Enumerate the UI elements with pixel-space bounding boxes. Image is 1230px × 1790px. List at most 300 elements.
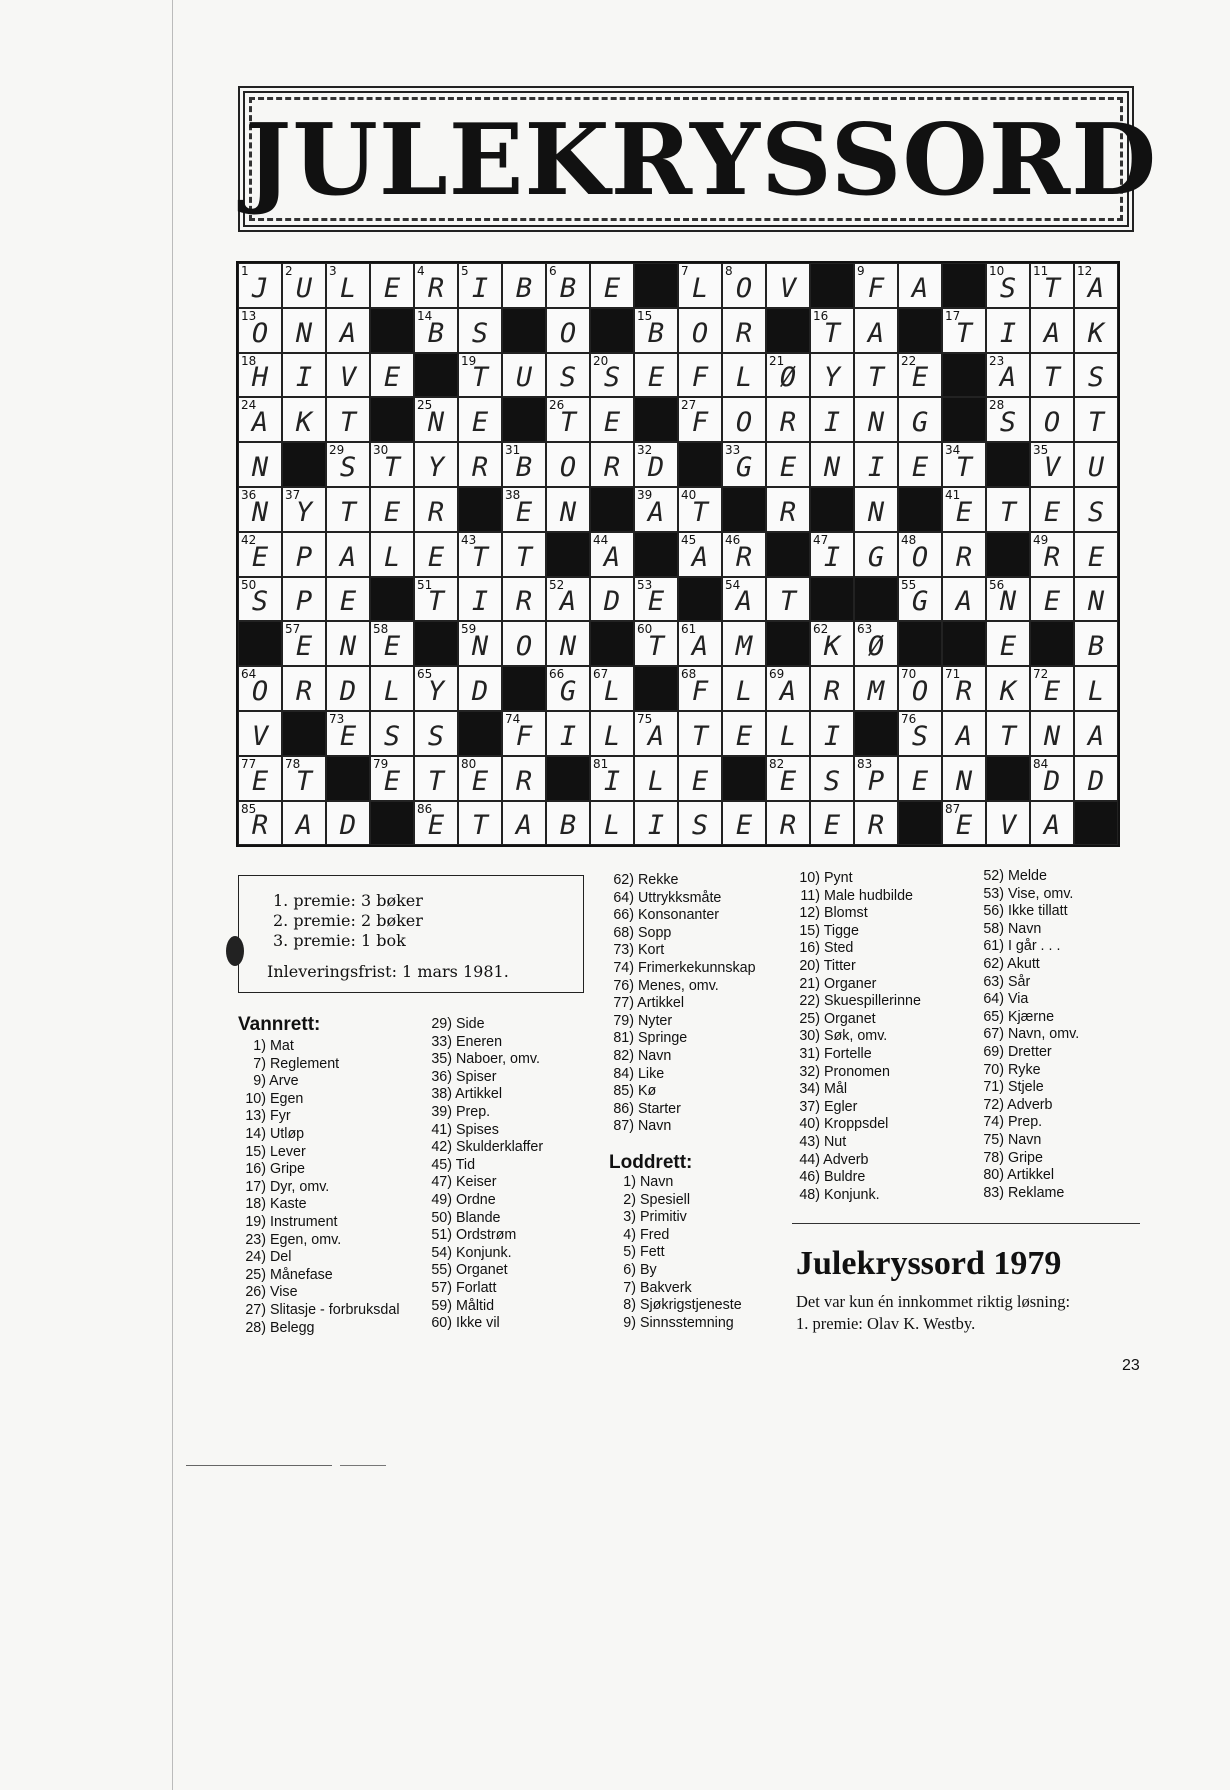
cell-letter: V <box>339 362 357 394</box>
clue-number: 47) <box>431 1174 452 1191</box>
grid-cell <box>1030 353 1074 398</box>
grid-cell <box>1074 621 1118 666</box>
clue-item <box>978 1114 1079 1132</box>
grid-cell <box>326 577 370 622</box>
grid-cell <box>810 353 854 398</box>
clue-item <box>422 1034 543 1052</box>
grid-cell <box>898 532 942 577</box>
grid-cell <box>678 801 722 846</box>
clue-text: Primitiv <box>636 1209 687 1226</box>
cell-letter: A <box>647 720 665 752</box>
cell-letter: E <box>427 810 445 842</box>
grid-cell <box>722 801 766 846</box>
grid-cell <box>370 711 414 756</box>
cell-letter: A <box>603 541 621 573</box>
grid-cell <box>546 577 590 622</box>
black-square <box>634 666 678 711</box>
grid-cell <box>238 577 282 622</box>
clue-number: 80) <box>983 1167 1004 1184</box>
clue-number: 43) <box>799 1133 820 1150</box>
clue-text: Måltid <box>452 1297 495 1314</box>
cell-letter: N <box>427 407 445 439</box>
cell-letter: A <box>955 720 973 752</box>
cell-letter: N <box>867 496 885 528</box>
cell-letter: S <box>251 586 269 618</box>
clue-item <box>978 991 1079 1009</box>
clue-item <box>620 1227 742 1245</box>
cell-letter: T <box>691 720 709 752</box>
cell-letter: O <box>735 407 753 439</box>
cell-letter: O <box>251 675 269 707</box>
grid-cell <box>986 801 1030 846</box>
black-square <box>546 532 590 577</box>
clue-number: 24) <box>245 1249 266 1266</box>
cell-letter: S <box>691 810 709 842</box>
clue-number: 10) <box>245 1090 266 1107</box>
cell-letter: L <box>691 272 709 304</box>
clue-text: Skulderklaffer <box>452 1139 544 1156</box>
grid-cell <box>590 801 634 846</box>
clue-text: Rekke <box>634 872 679 888</box>
cell-letter: E <box>383 765 401 797</box>
grid-cell <box>854 801 898 846</box>
clue-item <box>240 1038 400 1056</box>
cell-letter: O <box>1043 407 1061 439</box>
clue-text: Sopp <box>634 924 672 941</box>
result-divider <box>792 1223 1140 1224</box>
cell-letter: I <box>823 720 841 752</box>
clue-number: 45) <box>431 1156 452 1173</box>
grid-cell <box>326 487 370 532</box>
cell-letter: A <box>999 362 1017 394</box>
clue-number: 23) <box>245 1231 266 1248</box>
clue-item <box>422 1245 543 1263</box>
clue-number: 82) <box>613 1047 634 1064</box>
grid-cell <box>502 353 546 398</box>
cell-letter: I <box>647 810 665 842</box>
clue-item <box>422 1157 543 1175</box>
grid-cell <box>1074 577 1118 622</box>
clue-number: 9) <box>253 1073 266 1090</box>
clue-text: Navn <box>634 1118 672 1135</box>
grid-cell <box>238 711 282 756</box>
black-square <box>634 532 678 577</box>
clue-item <box>240 1249 400 1267</box>
clue-text: Prep. <box>1004 1114 1043 1131</box>
clue-item <box>620 1209 742 1227</box>
clue-item <box>790 1064 921 1082</box>
grid-cell <box>810 621 854 666</box>
clue-number: 74) <box>613 959 634 976</box>
clue-number: 62) <box>613 872 634 888</box>
grid-cell <box>854 397 898 442</box>
grid-cell <box>1030 711 1074 756</box>
clue-text: Navn <box>1004 920 1042 937</box>
cell-letter: D <box>471 675 489 707</box>
clue-number: 9) <box>623 1314 636 1331</box>
prize-box <box>238 875 584 993</box>
clue-text: Ryke <box>1004 1061 1041 1078</box>
clue-item <box>790 1011 921 1029</box>
grid-cell <box>854 308 898 353</box>
cell-number: 66 <box>549 667 565 682</box>
grid-cell <box>634 756 678 801</box>
grid-cell <box>942 532 986 577</box>
grid-cell <box>238 308 282 353</box>
cell-letter: E <box>383 362 401 394</box>
grid-cell <box>766 353 810 398</box>
clue-number: 42) <box>431 1139 452 1156</box>
grid-cell <box>1030 577 1074 622</box>
grid-cell <box>986 263 1030 308</box>
clue-text: Konjunk. <box>452 1244 512 1261</box>
grid-cell <box>326 263 370 308</box>
clue-item <box>608 907 756 925</box>
cell-letter: N <box>999 586 1017 618</box>
cell-number: 54 <box>725 577 741 592</box>
grid-cell <box>986 487 1030 532</box>
cell-letter: R <box>867 810 885 842</box>
grid-cell <box>898 756 942 801</box>
cell-number: 46 <box>725 532 741 547</box>
clue-item <box>620 1174 742 1192</box>
cell-letter: E <box>383 631 401 663</box>
black-square <box>326 756 370 801</box>
clue-item <box>608 942 756 960</box>
clue-text: Organer <box>820 975 877 992</box>
cell-letter: E <box>955 810 973 842</box>
clue-text: Dretter <box>1004 1043 1052 1060</box>
grid-cell <box>942 487 986 532</box>
deadline: Inleveringsfrist: 1 mars 1981. <box>267 962 509 981</box>
grid-cell <box>898 263 942 308</box>
cell-number: 18 <box>241 353 257 368</box>
clue-number: 7) <box>623 1279 636 1296</box>
grid-cell <box>1030 442 1074 487</box>
clue-text: Lever <box>266 1143 306 1160</box>
cell-letter: R <box>603 451 621 483</box>
grid-cell <box>282 801 326 846</box>
grid-cell <box>634 801 678 846</box>
clue-text: Skuespillerinne <box>820 993 921 1010</box>
clue-text: Adverb <box>820 1151 869 1168</box>
cell-letter: Y <box>427 675 445 707</box>
page-title: JULEKRYSSORD <box>245 103 1158 218</box>
clue-text: Navn <box>636 1174 674 1190</box>
cell-number: 75 <box>637 711 653 726</box>
black-square <box>634 263 678 308</box>
cell-letter: M <box>867 675 885 707</box>
grid-cell <box>238 442 282 487</box>
clue-text: Springe <box>634 1030 688 1047</box>
grid-cell <box>986 666 1030 711</box>
clue-item <box>620 1262 742 1280</box>
clue-text: Månefase <box>266 1266 333 1283</box>
clue-number: 68) <box>613 924 634 941</box>
grid-cell <box>282 397 326 442</box>
cell-number: 1 <box>241 264 249 278</box>
grid-cell <box>590 532 634 577</box>
grid-cell <box>458 801 502 846</box>
grid-cell <box>678 353 722 398</box>
clue-text: Navn <box>634 1047 672 1064</box>
clue-text: Keiser <box>452 1174 497 1191</box>
grid-cell <box>1030 263 1074 308</box>
cell-letter: T <box>647 631 665 663</box>
cell-letter: K <box>999 675 1017 707</box>
prize-line-1: 1. premie: 3 bøker <box>273 891 423 910</box>
cell-letter: S <box>383 720 401 752</box>
clue-text: Nyter <box>634 1012 673 1029</box>
grid-cell <box>238 263 282 308</box>
grid-cell <box>282 308 326 353</box>
result-line-1: Det var kun én innkommet riktig løsning: <box>796 1292 1071 1311</box>
cell-letter: K <box>1087 317 1105 349</box>
cell-number: 11 <box>1033 264 1049 278</box>
cell-letter: D <box>339 810 357 842</box>
grid-cell <box>370 666 414 711</box>
clue-number: 59) <box>431 1297 452 1314</box>
clue-text: Dyr, omv. <box>266 1178 330 1195</box>
cell-letter: N <box>339 631 357 663</box>
black-square <box>414 353 458 398</box>
clue-number: 57) <box>431 1279 452 1296</box>
clue-item <box>608 995 756 1013</box>
clue-number: 66) <box>613 907 634 924</box>
clue-item <box>240 1179 400 1197</box>
cell-letter: R <box>955 541 973 573</box>
grid-cell <box>546 442 590 487</box>
grid-cell <box>282 353 326 398</box>
grid-cell <box>414 532 458 577</box>
clue-item <box>978 868 1079 886</box>
grid-cell <box>326 666 370 711</box>
cell-letter: T <box>823 317 841 349</box>
clue-text: Stjele <box>1004 1079 1044 1096</box>
black-square <box>810 577 854 622</box>
cell-letter: R <box>735 317 753 349</box>
clue-item <box>422 1298 543 1316</box>
cell-letter: N <box>955 765 973 797</box>
clue-number: 32) <box>799 1063 820 1080</box>
cell-letter: Y <box>427 451 445 483</box>
grid-cell <box>1074 666 1118 711</box>
clue-text: Utløp <box>266 1125 305 1142</box>
clue-item <box>978 1009 1079 1027</box>
cell-letter: O <box>559 317 577 349</box>
cell-number: 70 <box>901 667 917 682</box>
cell-letter: A <box>339 541 357 573</box>
clue-number: 52) <box>983 868 1004 884</box>
cell-number: 13 <box>241 308 257 323</box>
cell-letter: R <box>779 496 797 528</box>
clue-text: Via <box>1004 991 1029 1008</box>
grid-cell <box>282 532 326 577</box>
grid-cell <box>502 621 546 666</box>
clue-item <box>978 921 1079 939</box>
grid-cell <box>414 711 458 756</box>
clue-number: 72) <box>983 1096 1004 1113</box>
clue-item <box>790 958 921 976</box>
black-square <box>370 577 414 622</box>
clue-text: Reglement <box>266 1055 340 1072</box>
clue-number: 8) <box>623 1297 636 1314</box>
clue-number: 79) <box>613 1012 634 1029</box>
cell-letter: I <box>823 407 841 439</box>
grid-cell <box>458 442 502 487</box>
clue-text: Del <box>266 1249 292 1266</box>
cell-number: 17 <box>945 308 961 323</box>
cell-number: 5 <box>461 264 469 278</box>
grid-cell <box>942 801 986 846</box>
cell-letter: D <box>339 675 357 707</box>
black-square <box>942 397 986 442</box>
grid-cell <box>986 353 1030 398</box>
grid-cell <box>502 801 546 846</box>
cell-number: 60 <box>637 622 653 637</box>
clue-item <box>608 1066 756 1084</box>
grid-cell <box>722 577 766 622</box>
clue-item <box>422 1210 543 1228</box>
cell-number: 52 <box>549 577 565 592</box>
clue-item <box>422 1139 543 1157</box>
black-square <box>282 711 326 756</box>
clue-text: Bakverk <box>636 1279 692 1296</box>
clue-item <box>608 1030 756 1048</box>
grid-cell <box>370 756 414 801</box>
cell-letter: E <box>603 272 621 304</box>
clue-item <box>790 1187 921 1205</box>
cell-letter: N <box>559 631 577 663</box>
clue-item <box>978 1044 1079 1062</box>
cell-letter: T <box>779 586 797 618</box>
cell-letter: T <box>955 317 973 349</box>
clue-text: Mål <box>820 1081 848 1098</box>
clue-number: 1) <box>623 1174 636 1190</box>
clue-item <box>422 1086 543 1104</box>
clue-number: 40) <box>799 1116 820 1133</box>
across-clues-column-2 <box>422 1016 543 1333</box>
cell-number: 84 <box>1033 756 1049 771</box>
cell-letter: T <box>1043 362 1061 394</box>
grid-cell <box>1074 711 1118 756</box>
cell-letter: F <box>691 362 709 394</box>
clue-item <box>608 978 756 996</box>
cell-letter: S <box>999 407 1017 439</box>
grid-cell <box>898 666 942 711</box>
clue-item <box>608 1083 756 1101</box>
cell-letter: O <box>911 675 929 707</box>
cell-letter: E <box>911 362 929 394</box>
cell-number: 29 <box>329 443 345 458</box>
cell-letter: T <box>339 407 357 439</box>
clue-text: Spises <box>452 1121 499 1138</box>
cell-letter: N <box>559 496 577 528</box>
clue-text: Organet <box>452 1262 508 1279</box>
clue-item <box>422 1069 543 1087</box>
black-square <box>590 621 634 666</box>
clue-text: Slitasje - forbruksdal <box>266 1301 400 1318</box>
cell-letter: U <box>295 272 313 304</box>
clue-item <box>608 925 756 943</box>
black-square <box>766 532 810 577</box>
cell-letter: I <box>471 272 489 304</box>
clue-number: 14) <box>245 1125 266 1142</box>
grid-cell <box>502 711 546 756</box>
clue-text: Gripe <box>1004 1149 1043 1166</box>
clue-text: Vise <box>266 1284 298 1301</box>
down-clues-column-5 <box>978 868 1079 1202</box>
cell-number: 24 <box>241 398 257 413</box>
grid-cell <box>590 353 634 398</box>
cell-letter: N <box>1087 586 1105 618</box>
clue-number: 33) <box>431 1033 452 1050</box>
clue-text: Navn, omv. <box>1004 1026 1080 1043</box>
grid-cell <box>722 397 766 442</box>
black-square <box>282 442 326 487</box>
clue-item <box>422 1174 543 1192</box>
across-heading: Vannrett: <box>238 1014 321 1035</box>
cell-letter: N <box>251 496 269 528</box>
black-square <box>722 487 766 532</box>
grid-cell <box>1074 442 1118 487</box>
clue-text: Male hudbilde <box>820 887 913 904</box>
black-square <box>238 621 282 666</box>
cell-letter: I <box>559 720 577 752</box>
grid-cell <box>678 308 722 353</box>
cell-number: 34 <box>945 443 961 458</box>
cell-letter: A <box>647 496 665 528</box>
black-square <box>898 487 942 532</box>
cell-number: 31 <box>505 443 521 458</box>
grid-cell <box>502 487 546 532</box>
grid-cell <box>854 487 898 532</box>
black-square <box>458 487 502 532</box>
clue-number: 34) <box>799 1081 820 1098</box>
clue-text: I går . . . <box>1004 938 1061 955</box>
cell-letter: A <box>779 675 797 707</box>
clue-number: 46) <box>799 1169 820 1186</box>
grid-cell <box>678 621 722 666</box>
clue-text: Titter <box>820 957 856 974</box>
clue-number: 61) <box>983 938 1004 955</box>
clue-number: 53) <box>983 885 1004 902</box>
clue-number: 51) <box>431 1227 452 1244</box>
clue-text: Sår <box>1004 973 1031 990</box>
cell-letter: P <box>295 541 313 573</box>
cell-letter: E <box>999 631 1017 663</box>
cell-number: 63 <box>857 622 873 637</box>
down-heading: Loddrett: <box>609 1152 693 1173</box>
grid-cell <box>282 756 326 801</box>
grid-cell <box>854 532 898 577</box>
clue-number: 6) <box>623 1261 636 1278</box>
cell-number: 2 <box>285 264 293 278</box>
cell-number: 65 <box>417 667 433 682</box>
clue-item <box>790 923 921 941</box>
grid-cell <box>766 577 810 622</box>
cell-letter: S <box>999 272 1017 304</box>
grid-cell <box>810 666 854 711</box>
cell-letter: A <box>1087 720 1105 752</box>
cell-letter: O <box>691 317 709 349</box>
clue-number: 85) <box>613 1083 634 1100</box>
cell-letter: E <box>339 720 357 752</box>
clue-item <box>240 1284 400 1302</box>
cell-number: 42 <box>241 532 257 547</box>
grid-cell <box>942 756 986 801</box>
grid-cell <box>810 756 854 801</box>
